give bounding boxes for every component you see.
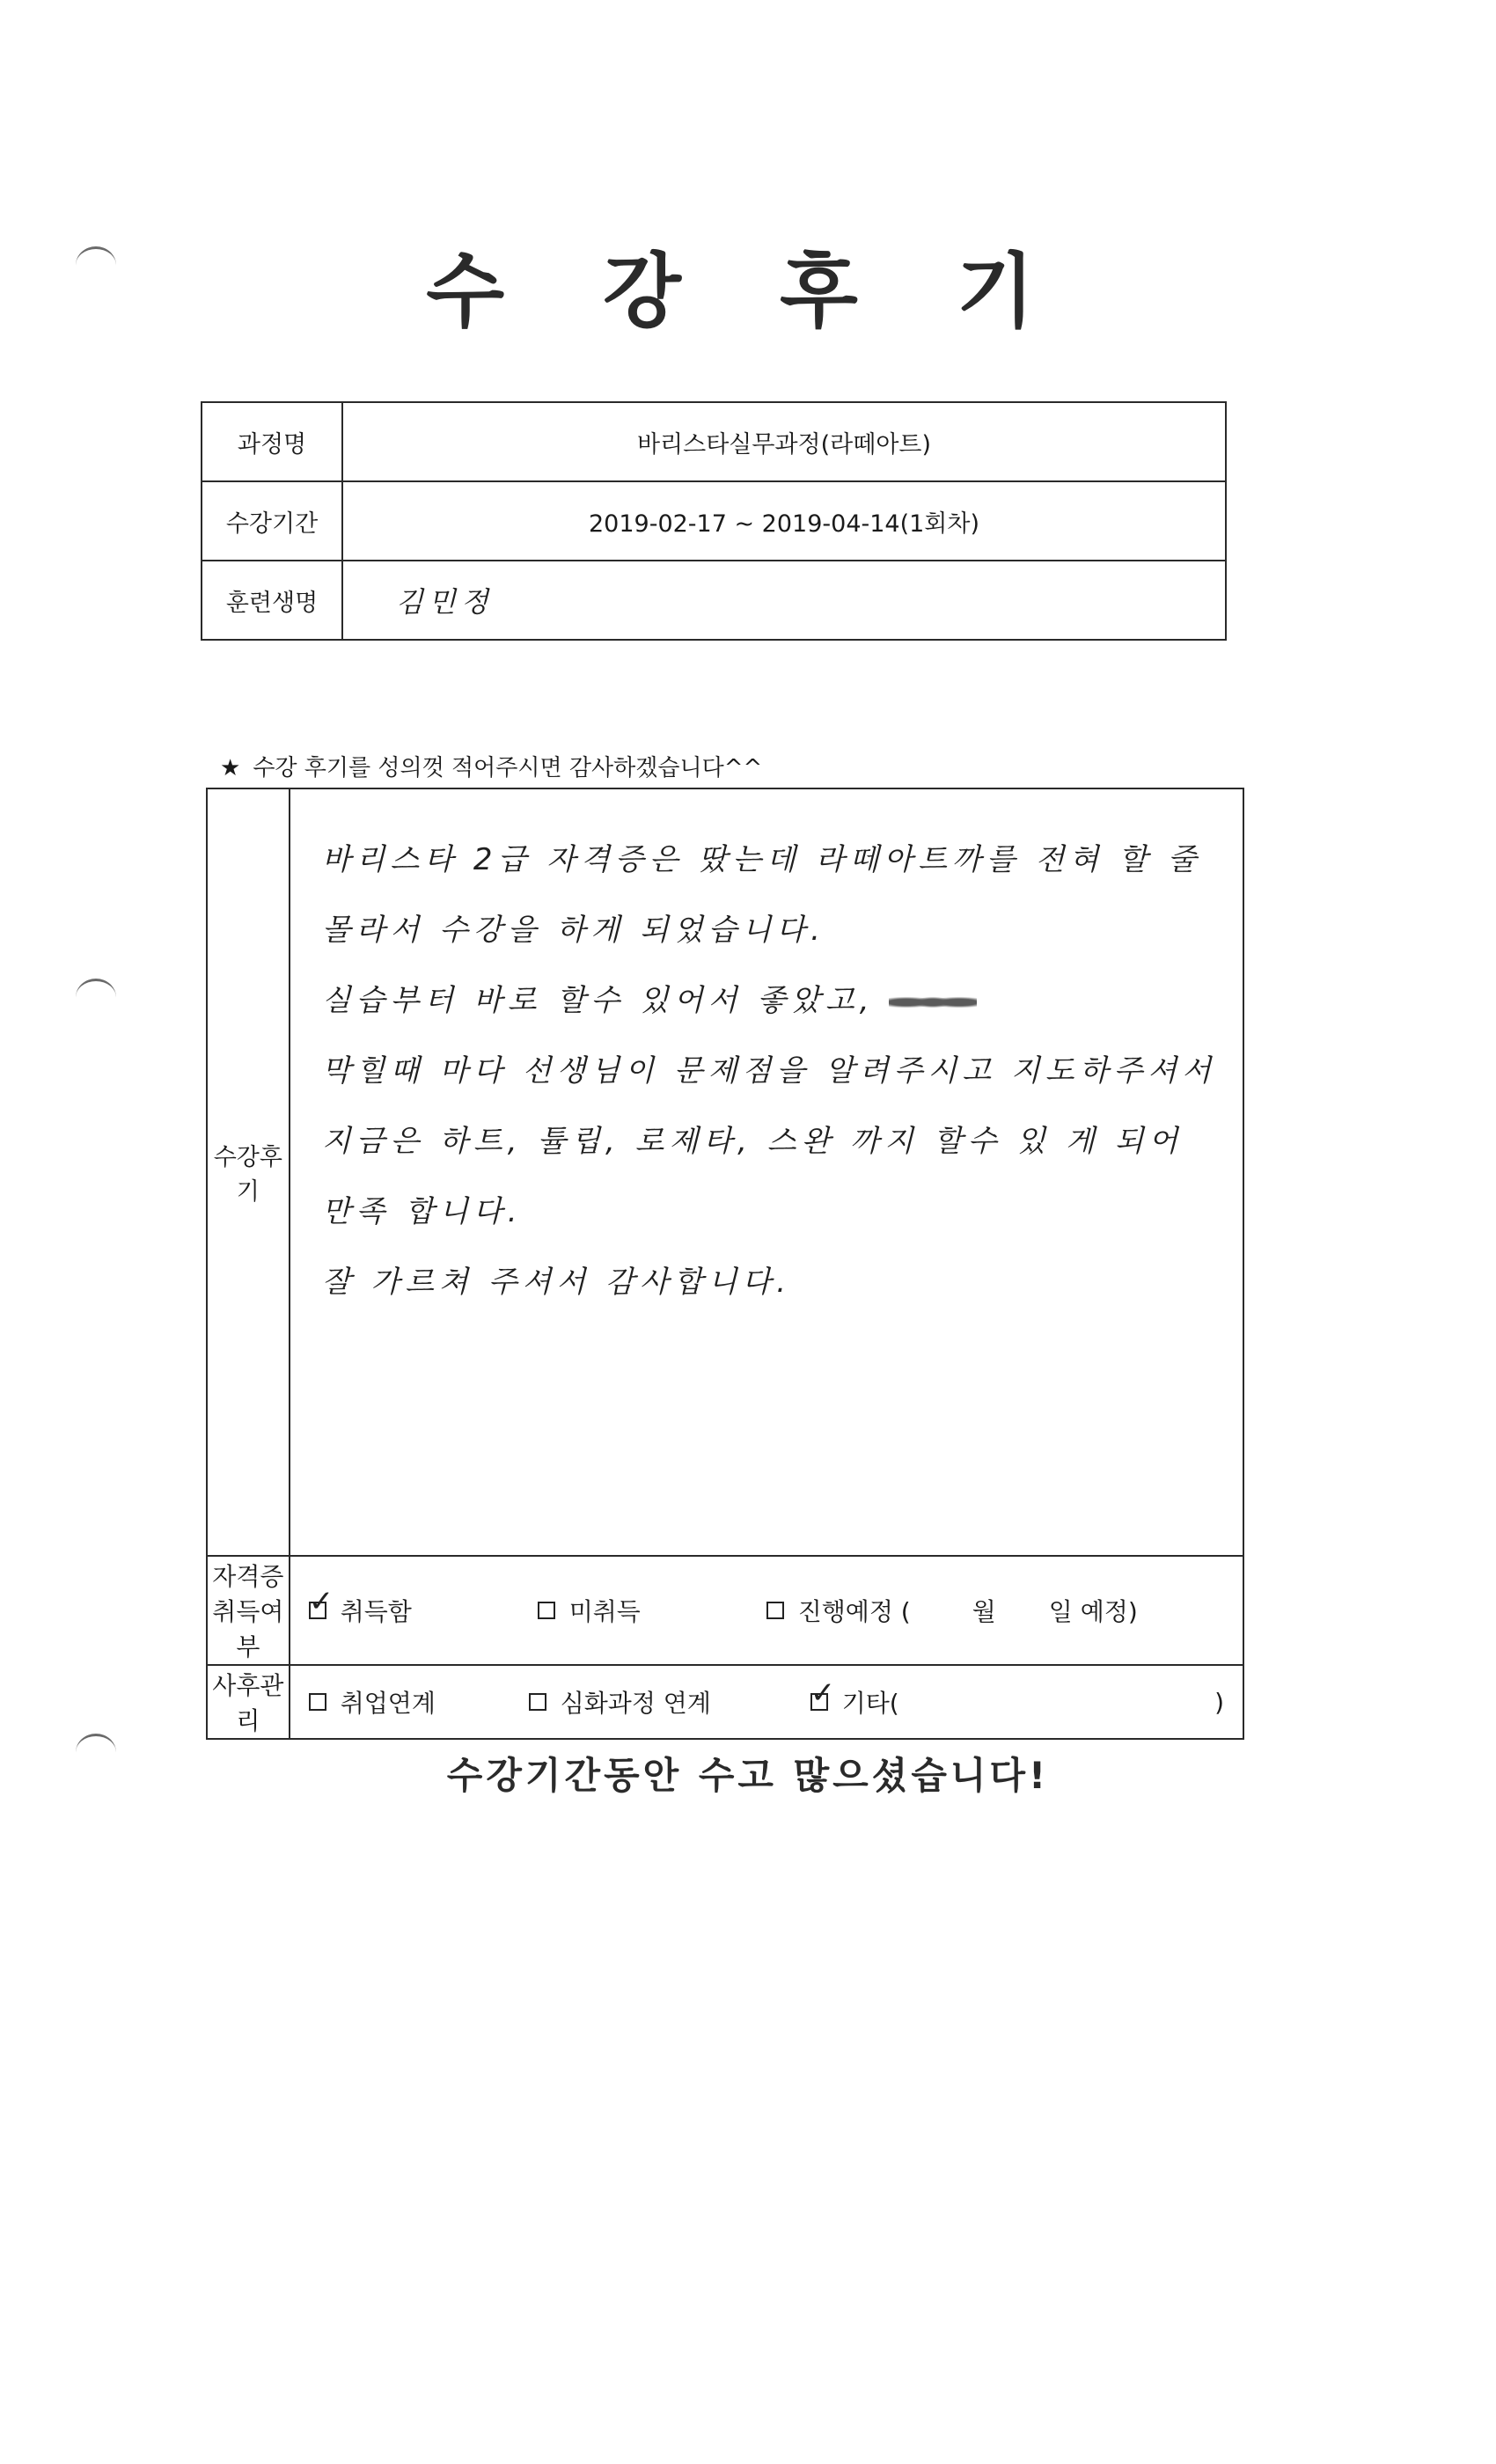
star-icon: ★ [220,755,241,781]
trainee-row [202,561,1226,640]
month-label: 월 [972,1597,996,1626]
option-job-link[interactable] [309,1684,529,1720]
review-table [206,788,1244,1740]
option-acquired[interactable] [309,1593,538,1628]
period-row [202,481,1226,561]
day-label: 일 예정) [1048,1597,1138,1626]
period-value: 2019-02-17 ~ 2019-04-14(1회차) [342,481,1226,561]
review-line-1: 바리스타 2급 자격증은 땄는데 라떼아트까를 전혀 할 줄 [321,842,1202,877]
checkbox-icon[interactable] [538,1602,555,1619]
aftercare-label: 사후관리 [207,1665,290,1739]
option-other[interactable] [810,1684,1224,1720]
aftercare-options [290,1665,1243,1739]
other-close-paren: ) [1214,1687,1224,1717]
option-job-link-label: 취업연계 [340,1689,436,1718]
option-advanced-course[interactable] [529,1684,810,1720]
review-line-2: 몰라서 수강을 하게 되었습니다. [321,913,825,948]
aftercare-row [207,1665,1243,1739]
period-label: 수강기간 [202,481,342,561]
review-body [290,788,1243,1556]
punch-hole-middle [76,979,116,1016]
option-not-acquired-label: 미취득 [568,1597,641,1626]
certification-label-line1: 자격증 [212,1562,284,1591]
certification-label-line2: 취득여부 [212,1597,284,1661]
notice [220,750,762,782]
checkbox-icon[interactable] [309,1693,326,1711]
option-advanced-course-label: 심화과정 연계 [560,1689,711,1718]
option-acquired-label: 취득함 [340,1597,412,1626]
course-info-table [201,401,1227,641]
checkbox-icon[interactable] [766,1602,784,1619]
page-title: 수 강 후 기 [426,245,1070,339]
review-line-3-text: 실습부터 바로 할수 있어서 좋았고, [321,983,875,1018]
option-other-label: 기타( [841,1689,899,1718]
course-row [202,402,1226,481]
review-line-6: 만족 합니다. [321,1194,523,1229]
certification-options [290,1556,1243,1665]
review-line-4: 막힐때 마다 선생님이 문제점을 알려주시고 지도하주셔서 [321,1053,1216,1089]
course-label: 과정명 [202,402,342,481]
option-scheduled[interactable] [766,1593,1138,1628]
review-line-7: 잘 가르쳐 주셔서 감사합니다. [321,1265,792,1300]
trainee-name: 김민정 [342,561,1226,640]
checkbox-icon[interactable] [529,1693,546,1711]
option-not-acquired[interactable] [538,1593,766,1628]
option-scheduled-label: 진행예정 ( [797,1597,911,1626]
certification-label [207,1556,290,1665]
notice-text: 수강 후기를 성의껏 적어주시면 감사하겠습니다^^ [253,755,763,781]
checkbox-checked-icon[interactable] [309,1602,326,1619]
trainee-label: 훈련생명 [202,561,342,640]
certification-row [207,1556,1243,1665]
review-line-5: 지금은 하트, 튤립, 로제타, 스완 까지 할수 있 게 되어 [321,1124,1184,1159]
course-value: 바리스타실무과정(라떼아트) [342,402,1226,481]
review-row [207,788,1243,1556]
review-label: 수강후기 [207,788,290,1556]
scribbled-out-mark [889,989,977,1016]
footer-message: 수강기간동안 수고 많으셨습니다! [446,1754,1050,1797]
review-line-3 [322,965,1216,1036]
checkbox-checked-icon[interactable] [810,1693,828,1711]
